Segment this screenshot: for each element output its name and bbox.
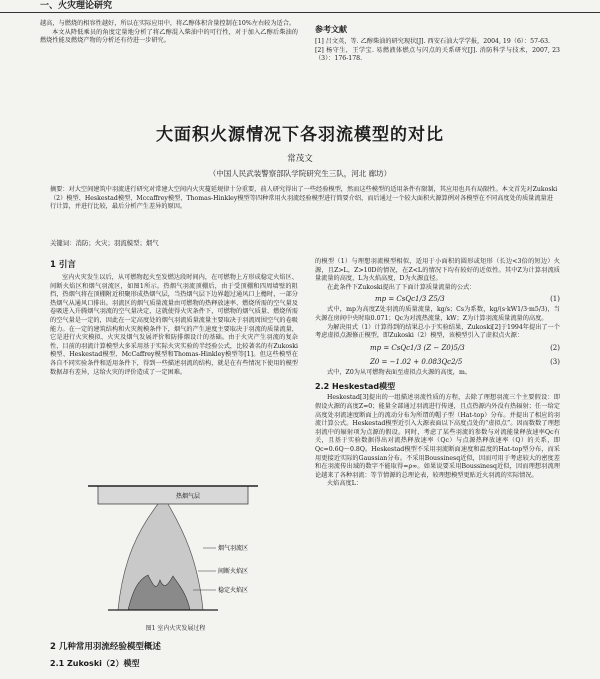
- references-heading: 参考文献: [315, 25, 347, 34]
- equation-3-number: (3): [550, 357, 560, 366]
- figure-1-fire-diagram: [68, 480, 283, 620]
- figure-1-caption: 图1 室内火灾发展过程: [145, 625, 206, 632]
- reference-item: [1] 吕文英，等. 乙醇柴油的研究现状[J]. 西安石油大学学报，2004, 19（6）：57-63.: [315, 38, 550, 45]
- label-continuous-flame: 稳定火焰区: [218, 587, 249, 594]
- equation-3-row: [315, 355, 560, 369]
- previous-article-end: [40, 20, 298, 46]
- label-plume-region: 烟气羽流区: [218, 545, 249, 552]
- equation-1-number: (1): [550, 295, 560, 304]
- equation-2: mp = CsQc1/3 (Z − Z0)5/3: [370, 343, 465, 352]
- abstract: 摘要：对大空间建筑中羽流进行研究对常建大空间内火灾蔓延规律十分重要，前人研究得出了一些经验模型，然而这些模型的适用条件有限制，其应用也具有局限性。本文首先对Zukoski（2）模型、Heskestad模型、Mccaffrey模型、Thomas-Hinkley模型等四种常用火羽流经验模型进行简要介绍，而后通过一个较大面积火源算例对各模型在不同高度处的质量流量进行计算，并进行比较，最后分析产生差异的原因。: [50, 186, 558, 211]
- previous-paragraph-1: 越高，与燃烧的相容性越好，所以在实际应用中，将乙醇体积含量控制在10%左右较为适合。: [40, 20, 296, 27]
- section-2-heading: 2 几种常用羽流经验模型概述: [50, 642, 161, 652]
- affiliation: （中国人民武装警察部队学院研究生三队，河北 廊坊）: [208, 169, 392, 178]
- right-paragraph-5: 式中，Z0为从可燃物表面至虚拟点火源的高度，m。: [327, 368, 472, 376]
- paper-title: 大面积火源情况下各羽流模型的对比: [156, 125, 444, 145]
- equation-3: Z0 = −1.02 + 0.083Qc2/5: [370, 357, 463, 366]
- right-paragraph-6: Heskestad[3]提出的一组描述羽流性质的方程，去除了理想羽流三个主要假设：即假设火源的高度Z=0；能量全部通过羽流进行传递，且点热源内外没有热辐射；任一给定高度处羽流速度断面上的流动分布为所谓的帽子型（Hat-top）分布。并提出了相应的羽流计算公式。Heskestad模型近引入大源表面以下高度点处的“虚拟点”。因而数数了理想羽流中的辐射项为点源的假设。同时，考虑了某些羽流的参数与对流能量释放速率Qc有关，且基于实验数据得出对流热释放速率（Qc）与点源热释放速率（Q）的关系，即Qc=0.6Q～0.8Q。Heskestad模型不采用羽流断面速度和温度的Hat-top型分布，而采用更接近实际的Gaussian分布。不采用Boussinesq近似，因而可用于考虑较大的密度差和在羽流传出域的数字不能取得=ρ∞。如果说要采用Boussinesq近似，因而理想羽流理论越来了各种羽流：等节情源的总理论表，较理想模型更贴近火羽流的实际情况。: [315, 394, 560, 479]
- right-column: [315, 258, 560, 489]
- equation-2-number: (2): [550, 343, 560, 352]
- references-list: [315, 38, 560, 64]
- running-header-text: 一、火灾理论研究: [40, 1, 113, 11]
- running-header: [0, 0, 600, 13]
- right-paragraph-7: 火焰高度L：: [327, 480, 363, 488]
- label-intermittent-flame: 间断火焰区: [218, 568, 249, 575]
- section-1-heading: 1 引言: [50, 260, 76, 270]
- reference-item: [2] 杨守生，王学宝. 易燃液体燃点与闪点的关系研究[J]. 消防科学与技术，2007, 23（3）：176-178.: [315, 46, 560, 63]
- equation-1: mp = CsQc1/3 Z5/3: [375, 295, 445, 304]
- equation-1-row: [315, 292, 560, 306]
- author: 常茂文: [287, 154, 313, 164]
- section-2-2-heading: 2.2 Heskestad模型: [315, 382, 396, 392]
- equation-2-row: [315, 341, 560, 355]
- right-paragraph-2: 在此条件下Zukoski提出了下面计算质量流量的公式：: [327, 283, 476, 291]
- introduction-paragraph: 室内火灾发生以后，从可燃物起火至发燃达段时间内，在可燃物上方形成稳定火焰区、间断火焰区和烟气羽流区，如图1所示。热烟气羽流顶棚后，由于受顶棚和四周墙壁的阻挡，热烟气将在顶棚附近积聚形成热烟气层，当热烟气层下边界超过通风口上檐时，一部分热烟气从通风口排出。羽流区的烟气质量流量由可燃物的热释放速率、燃烧所需的空气量及卷吸进入升腾烟气羽流的空气量决定，这就使得火灾条件下，可燃物的烟气质量、燃烧所需的空气量是一定的，因此在一定高度处的烟气羽流质量流量主要取决于羽流周围空气的卷吸能力。在一定的建筑结构和火灾规模条件下，烟气的产生速度主要取决于羽流的质量流量，它是进行火灾模拟、火灾及烟气发展评价和防排烟设计的基础。由于火灾产生羽流的复杂性，目前的羽流计算模型大多采用基于实际火灾实验的半经验公式，比较著名的有Zukoski模型、Heskestad模型、McCaffrey模型和Thomas-Hinkley模型等[1]。但这些模型在各自不同实验条件和适用条件下，得到一些描述羽流的结构，就是在有些情况下使用的模型数据却有差异，这给火灾的评价造成了一定困难。: [50, 274, 298, 376]
- keywords: 关键词：消防；火灾；羽流模型；烟气: [50, 239, 159, 247]
- section-1-body: [50, 274, 298, 377]
- right-paragraph-3: 式中，mp为高度Z处羽流的质量流量，kg/s；Cs为系数，kg/(s·kW1/3·m5/3)，当火源在房间中央时取0.071；Qc为对流热流量，kW；Z为计算羽流质量流量的高度。: [315, 306, 560, 322]
- previous-paragraph-2: 本文从降低乘员的角度定量地分析了将乙醇混入柴油中的可行性，对于加入乙醇后柴油的燃烧性能及燃烧产物的分析还有待进一步研究。: [40, 28, 298, 45]
- right-paragraph-1: 的模型（1）与理想羽流模型相似，适用于小面积的圆形或矩形（长边<3倍的短边）火源，且Z>L，Z>10D的情况，在Z<L的情况下均有较好的近似性。其中Z为计算羽流质量流量的高度，L为火焰高度，D为火源直径。: [315, 258, 560, 283]
- label-hot-layer: 热烟气层: [176, 493, 201, 500]
- section-2-1-heading: 2.1 Zukoski（2）模型: [50, 659, 140, 668]
- right-paragraph-4: 为解决用式（1）计算得到的结果总小于实验结果，Zukoski[2]于1994年提出了一个考虑虚拟点源修正模型，即Zukoski（2）模型，该模型引入了虚拟点火源：: [315, 323, 560, 340]
- hot-smoke-layer: [98, 486, 248, 504]
